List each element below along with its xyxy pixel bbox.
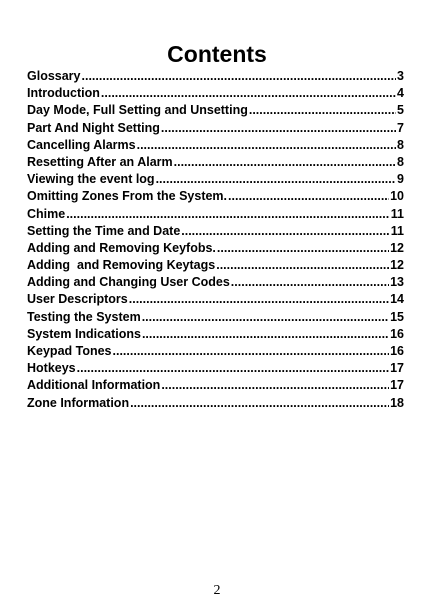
toc-dot-leader bbox=[129, 291, 389, 308]
toc-entry bbox=[27, 343, 404, 360]
toc-entry-label: Setting the Time and Date bbox=[27, 223, 181, 238]
toc-entry bbox=[27, 360, 404, 377]
page-title: Contents bbox=[167, 41, 267, 67]
toc-entry bbox=[27, 240, 404, 257]
toc-dot-leader bbox=[216, 257, 389, 274]
toc-entry-label: Viewing the event log bbox=[27, 172, 155, 187]
toc-entry bbox=[27, 102, 404, 119]
toc-entry bbox=[27, 309, 404, 326]
toc-entry bbox=[27, 326, 404, 343]
toc-entry-page: 16 bbox=[390, 344, 404, 358]
toc-entry-page: 15 bbox=[390, 309, 404, 324]
toc-entry-page: 11 bbox=[390, 206, 404, 221]
toc-dot-leader bbox=[101, 85, 396, 102]
toc-entry bbox=[27, 395, 404, 412]
toc-dot-leader bbox=[174, 154, 396, 171]
toc-entry-label: Adding and Removing Keytags bbox=[27, 258, 216, 273]
toc-entry-page: 10 bbox=[390, 189, 404, 204]
toc-entry-page: 12 bbox=[390, 240, 404, 255]
toc-entry-label: Cancelling Alarms bbox=[27, 137, 136, 152]
toc-entry-page: 4 bbox=[397, 86, 404, 101]
toc-entry-label: System Indications bbox=[27, 326, 141, 341]
toc-entry-label: Hotkeys bbox=[27, 361, 76, 376]
toc-dot-leader bbox=[142, 326, 389, 343]
toc-entry-label: Chime bbox=[27, 206, 66, 221]
toc-entry bbox=[27, 68, 404, 85]
toc-dot-leader bbox=[161, 120, 396, 137]
toc-entry-label: Testing the System bbox=[27, 309, 141, 324]
toc-entry-label: Day Mode, Full Setting and Unsetting bbox=[27, 103, 248, 118]
toc-dot-leader bbox=[156, 171, 396, 188]
toc-entry-page: 8 bbox=[397, 154, 404, 169]
toc-entry-page: 18 bbox=[390, 395, 404, 410]
toc-entry bbox=[27, 120, 404, 137]
toc-dot-leader bbox=[77, 360, 389, 377]
toc-entry-page: 17 bbox=[390, 378, 404, 393]
table-of-contents bbox=[27, 68, 404, 412]
toc-entry bbox=[27, 206, 404, 223]
toc-entry bbox=[27, 85, 404, 102]
toc-dot-leader bbox=[228, 188, 389, 205]
toc-dot-leader bbox=[161, 377, 389, 394]
toc-dot-leader bbox=[249, 102, 396, 119]
toc-entry bbox=[27, 257, 404, 274]
toc-dot-leader bbox=[231, 274, 389, 291]
toc-entry-label: Adding and Changing User Codes bbox=[27, 275, 230, 290]
toc-entry-page: 11 bbox=[390, 223, 404, 238]
toc-entry-page: 12 bbox=[390, 258, 404, 273]
page-number: 2 bbox=[213, 583, 221, 598]
toc-entry bbox=[27, 154, 404, 171]
toc-entry-page: 17 bbox=[390, 361, 404, 376]
toc-entry-page: 9 bbox=[397, 172, 404, 187]
toc-entry bbox=[27, 377, 404, 394]
toc-entry-label: Adding and Removing Keyfobs. bbox=[27, 240, 216, 255]
toc-entry bbox=[27, 137, 404, 154]
toc-entry-page: 8 bbox=[397, 137, 404, 152]
toc-entry bbox=[27, 291, 404, 308]
toc-dot-leader bbox=[181, 223, 390, 240]
toc-entry-page: 7 bbox=[397, 120, 404, 135]
toc-entry bbox=[27, 188, 404, 205]
toc-entry-label: User Descriptors bbox=[27, 292, 128, 307]
toc-entry-label: Omitting Zones From the System. bbox=[27, 189, 228, 204]
toc-dot-leader bbox=[137, 137, 396, 154]
toc-entry-page: 16 bbox=[390, 326, 404, 341]
toc-entry-label: Keypad Tones bbox=[27, 344, 112, 358]
toc-entry-label: Part And Night Setting bbox=[27, 120, 160, 135]
toc-dot-leader bbox=[66, 206, 390, 223]
toc-entry-page: 13 bbox=[390, 275, 404, 290]
toc-entry-page: 3 bbox=[397, 69, 404, 83]
toc-entry-page: 14 bbox=[390, 292, 404, 307]
toc-entry-label: Introduction bbox=[27, 86, 100, 101]
toc-dot-leader bbox=[142, 309, 389, 326]
toc-entry-label: Glossary bbox=[27, 69, 81, 83]
toc-dot-leader bbox=[82, 68, 397, 85]
toc-entry bbox=[27, 223, 404, 240]
toc-dot-leader bbox=[217, 240, 389, 257]
toc-entry-label: Additional Information bbox=[27, 378, 161, 393]
toc-dot-leader bbox=[130, 395, 389, 412]
toc-entry-page: 5 bbox=[397, 103, 404, 118]
toc-entry-label: Zone Information bbox=[27, 395, 130, 410]
toc-entry bbox=[27, 171, 404, 188]
toc-entry bbox=[27, 274, 404, 291]
toc-dot-leader bbox=[113, 343, 390, 360]
toc-entry-label: Resetting After an Alarm bbox=[27, 154, 173, 169]
